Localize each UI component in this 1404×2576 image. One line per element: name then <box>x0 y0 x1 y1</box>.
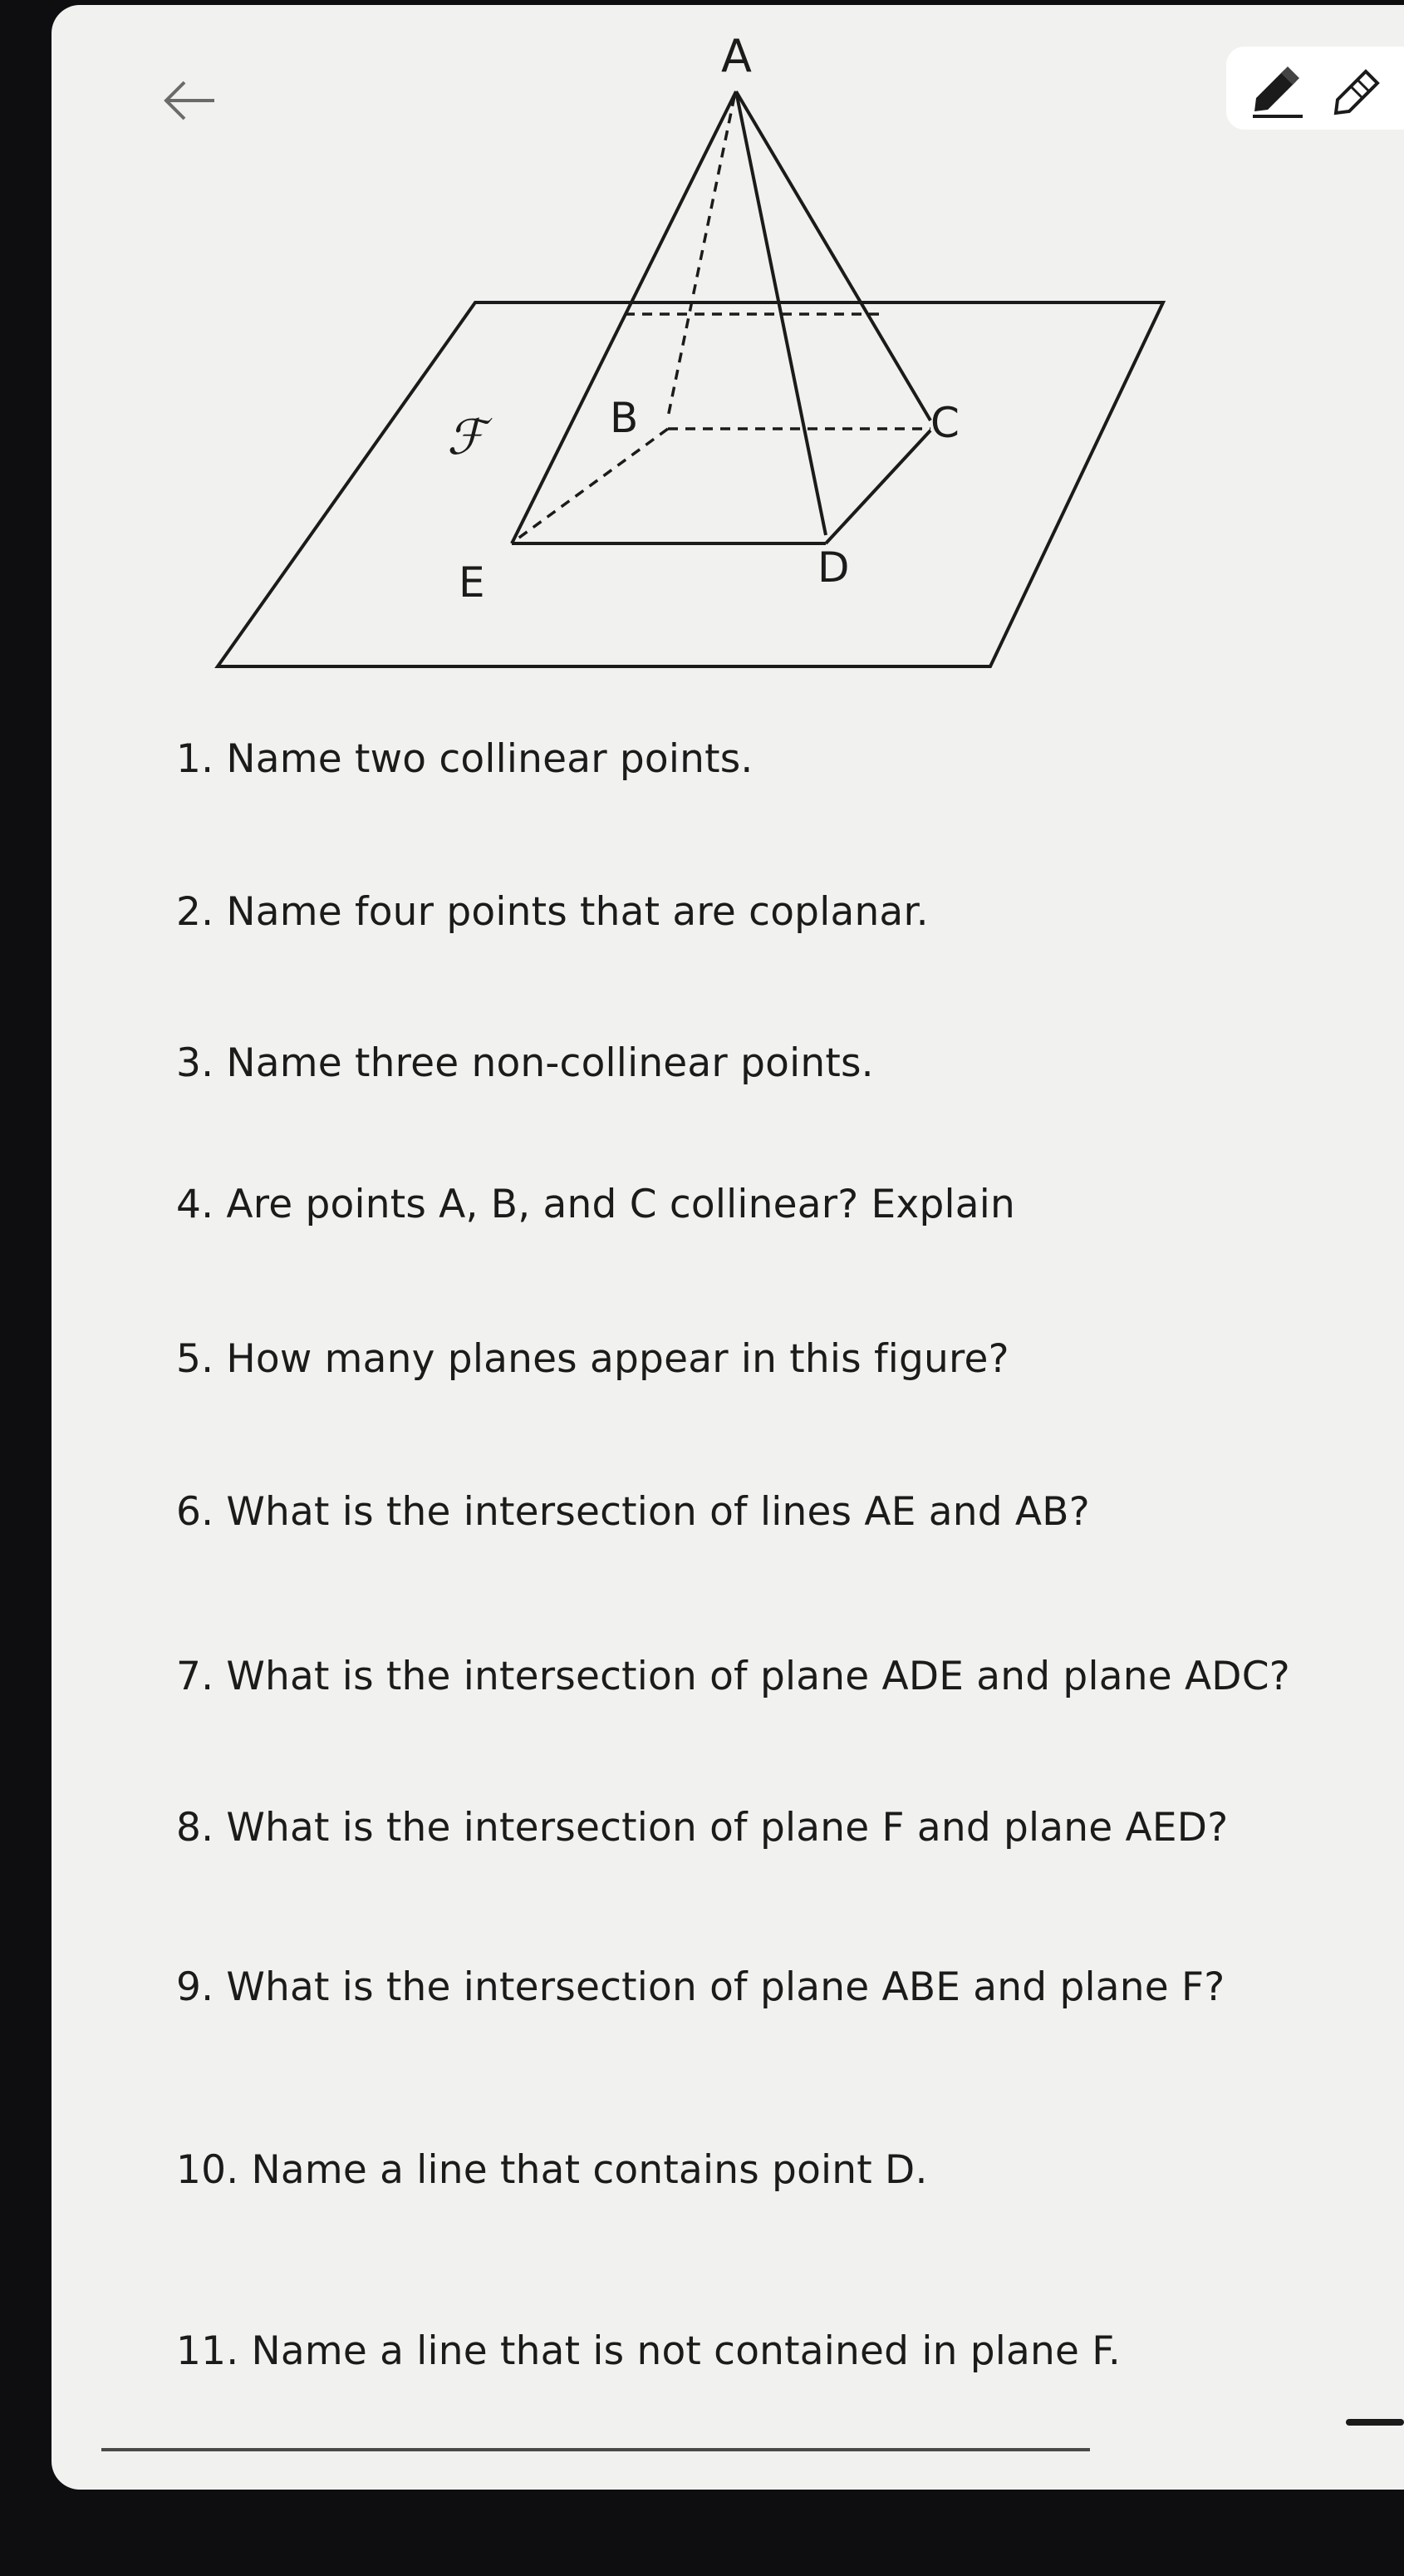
question-11: 11. Name a line that is not contained in plane F. <box>176 2328 1122 2374</box>
edge-ae <box>512 91 736 543</box>
hidden-edge-be <box>513 429 668 542</box>
document-page <box>52 5 1404 2490</box>
edge-ac <box>736 91 930 420</box>
pen-tool-button[interactable] <box>1244 58 1311 118</box>
question-3: 3. Name three non-collinear points. <box>176 1040 874 1086</box>
question-10: 10. Name a line that contains point D. <box>176 2147 928 2193</box>
label-b: B <box>610 394 639 442</box>
back-button[interactable] <box>158 71 224 130</box>
page-edge-mark <box>1346 2419 1404 2426</box>
highlighter-icon <box>1324 58 1391 118</box>
highlighter-tool-button[interactable] <box>1324 58 1391 118</box>
question-4: 4. Are points A, B, and C collinear? Explain <box>176 1182 1015 1227</box>
question-2: 2. Name four points that are coplanar. <box>176 889 929 935</box>
label-d: D <box>817 543 850 592</box>
question-6: 6. What is the intersection of lines AE and AB? <box>176 1489 1090 1535</box>
label-e: E <box>459 558 485 607</box>
question-7: 7. What is the intersection of plane ADE and plane ADC? <box>176 1654 1290 1699</box>
plane-f-shape <box>218 302 1163 666</box>
question-8: 8. What is the intersection of plane F and plane AED? <box>176 1805 1229 1851</box>
annotation-toolbar <box>1226 47 1404 130</box>
back-arrow-icon <box>158 71 224 130</box>
label-plane-f: ℱ <box>447 409 485 465</box>
geometry-figure <box>52 5 1404 720</box>
label-c: C <box>930 399 960 447</box>
question-1: 1. Name two collinear points. <box>176 736 754 782</box>
label-a: A <box>721 30 752 82</box>
question-9: 9. What is the intersection of plane ABE and plane F? <box>176 1964 1225 2010</box>
question-5: 5. How many planes appear in this figure? <box>176 1336 1009 1382</box>
bottom-rule <box>101 2448 1090 2451</box>
hidden-edge-ab <box>668 96 734 417</box>
pen-icon <box>1244 58 1311 118</box>
edge-dc <box>826 430 930 543</box>
